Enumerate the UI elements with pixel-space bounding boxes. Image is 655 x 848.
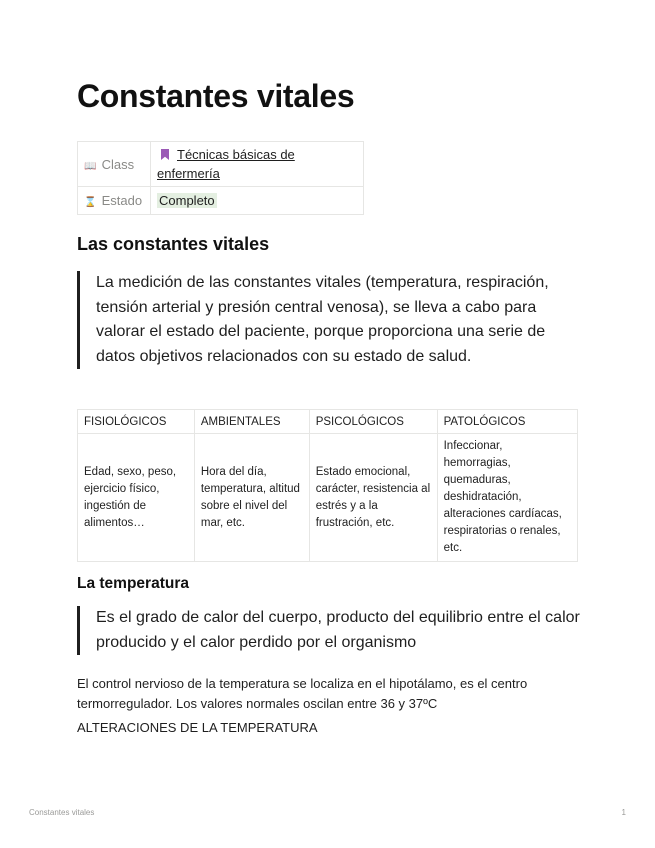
status-badge: Completo: [159, 193, 215, 208]
table-cell: Edad, sexo, peso, ejercicio físico, ingestión de alimentos…: [78, 434, 195, 562]
properties-table: [77, 141, 364, 215]
table-cell: Hora del día, temperatura, altitud sobre el nivel del mar, etc.: [194, 434, 309, 562]
class-link[interactable]: Técnicas básicas de enfermería: [157, 147, 295, 181]
property-label: Class: [101, 156, 135, 172]
property-key-class: [78, 142, 151, 187]
subheading-alteraciones: ALTERACIONES DE LA TEMPERATURA: [77, 720, 318, 735]
table-header: AMBIENTALES: [194, 410, 309, 434]
table-cell: Estado emocional, carácter, resistencia al estrés y a la frustración, etc.: [309, 434, 437, 562]
paragraph-temperatura: El control nervioso de la temperatura se localiza en el hipotálamo, es el centro termorregulador. Los valores normales oscilan entre 36 y 37ºC: [77, 676, 528, 711]
property-row-estado: [78, 187, 364, 215]
quote-constantes: La medición de las constantes vitales (temperatura, respiración, tensión arterial y presión central venosa), se lleva a cabo para valorar el estado del paciente, porque proporciona una serie de datos objetivos relacionados con su estado de salud.: [77, 271, 577, 369]
property-label: Estado: [101, 193, 143, 208]
table-header: PSICOLÓGICOS: [309, 410, 437, 434]
section-heading-temperatura: La temperatura: [77, 575, 189, 592]
property-value-class[interactable]: [151, 142, 364, 187]
table-header-row: [78, 410, 578, 434]
property-row-class: [78, 142, 364, 187]
page-title: Constantes vitales: [77, 78, 355, 114]
book-icon: 📖: [84, 160, 97, 172]
property-value-estado[interactable]: [151, 187, 364, 215]
loading-spinner-icon: ⌛: [84, 197, 97, 208]
property-key-estado: [78, 187, 151, 215]
section-heading-constantes: Las constantes vitales: [77, 234, 270, 254]
table-header: FISIOLÓGICOS: [78, 410, 195, 434]
factors-table: [77, 409, 578, 562]
page-number: 1: [621, 808, 626, 817]
bookmark-icon: [161, 149, 169, 160]
quote-temperatura: Es el grado de calor del cuerpo, producto del equilibrio entre el calor producido y el calor perdido por el organismo: [77, 606, 582, 655]
table-cell: Infeccionar, hemorragias, quemaduras, deshidratación, alteraciones cardíacas, respiratorias o renales, etc.: [437, 434, 577, 562]
table-header: PATOLÓGICOS: [437, 410, 577, 434]
footer-title: Constantes vitales: [29, 808, 95, 817]
table-row: [78, 434, 578, 562]
